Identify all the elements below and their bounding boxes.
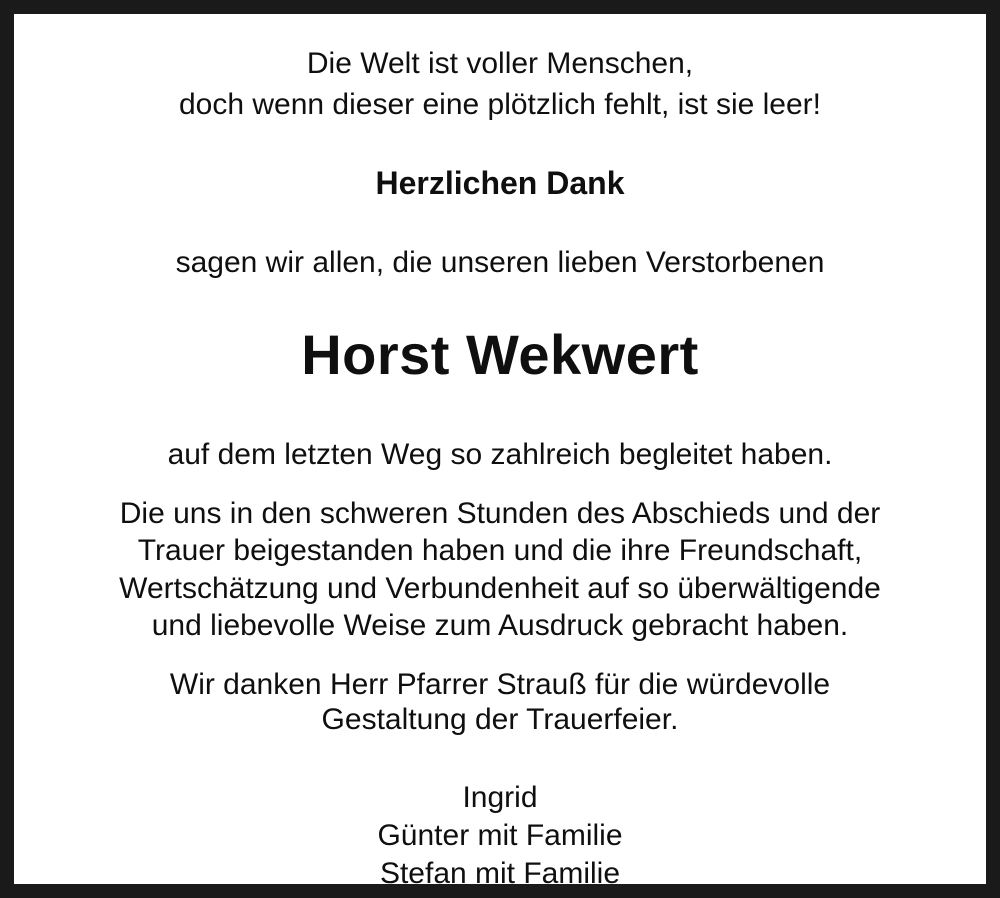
signers	[377, 777, 622, 891]
body-paragraph-line: Wertschätzung und Verbundenheit auf so überwältigende	[119, 571, 881, 605]
verse-line-1: Die Welt ist voller Menschen,	[306, 47, 694, 80]
pfarrer-thanks	[170, 667, 830, 737]
verse-line-2: doch wenn dieser eine plötzlich fehlt, ist sie leer!	[178, 88, 821, 122]
signer-name: Günter mit Familie	[377, 818, 623, 852]
signer-name: Stefan mit Familie	[379, 857, 621, 891]
pfarrer-thanks-line: Wir danken Herr Pfarrer Strauß für die würdevolle	[169, 667, 831, 701]
signer-name: Ingrid	[462, 780, 538, 814]
body-paragraph-line: Trauer beigestanden haben und die ihre Freundschaft,	[137, 534, 863, 568]
pfarrer-thanks-line: Gestaltung der Trauerfeier.	[321, 702, 679, 736]
body-paragraph-line: und liebevolle Weise zum Ausdruck gebracht haben.	[151, 608, 849, 642]
deceased-name: Horst Wekwert	[301, 322, 699, 386]
body-paragraph	[119, 494, 881, 642]
body-first-line: auf dem letzten Weg so zahlreich begleitet haben.	[167, 438, 833, 472]
body-paragraph-line: Die uns in den schweren Stunden des Abschieds und der	[119, 497, 881, 531]
thanks-heading: Herzlichen Dank	[375, 165, 625, 202]
obituary-card	[14, 14, 986, 891]
intro-text: sagen wir allen, die unseren lieben Verstorbenen	[175, 245, 825, 279]
